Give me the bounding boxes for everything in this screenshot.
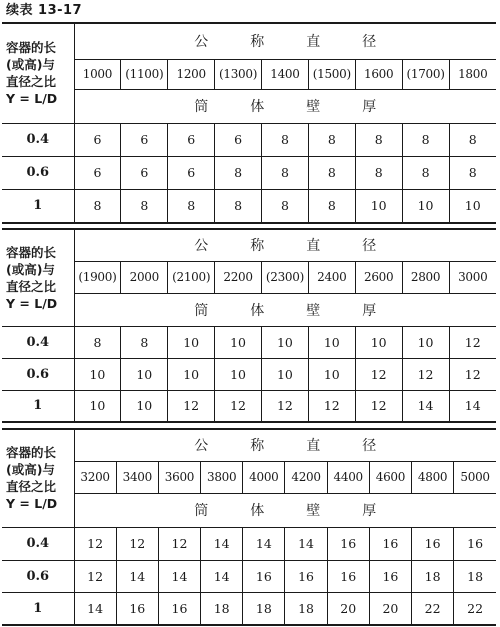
thickness-cell: 8 <box>449 156 496 189</box>
thickness-cell: 16 <box>327 527 369 560</box>
thickness-cell: 18 <box>412 560 454 592</box>
thickness-cell: 14 <box>449 390 496 422</box>
thickness-cell: 8 <box>215 156 262 189</box>
thickness-cell: 16 <box>327 560 369 592</box>
ratio-row-label: 1 <box>2 189 74 223</box>
thickness-cell: 12 <box>402 358 449 390</box>
thickness-cell: 12 <box>355 390 402 422</box>
diameter-cell: 2200 <box>215 261 262 293</box>
thickness-cell: 10 <box>74 390 121 422</box>
thickness-cell: 8 <box>121 326 168 358</box>
thickness-cell: 10 <box>215 326 262 358</box>
thickness-cell: 8 <box>74 326 121 358</box>
thickness-table-section-1 <box>2 22 496 224</box>
thickness-cell: 14 <box>158 560 200 592</box>
thickness-cell: 16 <box>243 560 285 592</box>
diameter-cell: (1700) <box>402 59 449 89</box>
thickness-table-section-3 <box>2 428 496 626</box>
diameter-cell: 1200 <box>168 59 215 89</box>
thickness-cell: 10 <box>215 358 262 390</box>
thickness-cell: 12 <box>262 390 309 422</box>
thickness-cell: 12 <box>355 358 402 390</box>
ratio-header: 容器的长 (或高)与 直径之比 Y = L/D <box>2 229 74 326</box>
diameter-cell: 2000 <box>121 261 168 293</box>
wall-thickness-header: 筒体壁厚 <box>74 493 496 527</box>
diameter-cell: 1000 <box>74 59 121 89</box>
thickness-cell: 6 <box>168 156 215 189</box>
thickness-cell: 10 <box>74 358 121 390</box>
thickness-cell: 22 <box>412 592 454 625</box>
thickness-cell: 8 <box>355 156 402 189</box>
thickness-cell: 8 <box>355 123 402 156</box>
thickness-cell: 16 <box>412 527 454 560</box>
thickness-cell: 6 <box>215 123 262 156</box>
thickness-cell: 10 <box>402 189 449 223</box>
diameter-cell: 3400 <box>116 461 158 493</box>
thickness-cell: 10 <box>402 326 449 358</box>
ratio-header: 容器的长 (或高)与 直径之比 Y = L/D <box>2 429 74 527</box>
wall-thickness-header: 筒体壁厚 <box>74 293 496 326</box>
thickness-cell: 8 <box>308 156 355 189</box>
thickness-cell: 16 <box>454 527 496 560</box>
diameter-cell: 3200 <box>74 461 116 493</box>
diameter-cell: 4200 <box>285 461 327 493</box>
thickness-cell: 14 <box>402 390 449 422</box>
thickness-cell: 14 <box>201 527 243 560</box>
thickness-cell: 12 <box>74 560 116 592</box>
thickness-cell: 6 <box>168 123 215 156</box>
thickness-cell: 10 <box>168 326 215 358</box>
thickness-cell: 8 <box>262 156 309 189</box>
thickness-cell: 6 <box>74 123 121 156</box>
thickness-cell: 8 <box>449 123 496 156</box>
diameter-cell: 1400 <box>262 59 309 89</box>
thickness-cell: 8 <box>308 189 355 223</box>
ratio-row-label: 0.4 <box>2 123 74 156</box>
thickness-cell: 12 <box>308 390 355 422</box>
diameter-cell: 4000 <box>243 461 285 493</box>
thickness-cell: 8 <box>168 189 215 223</box>
diameter-cell: (1500) <box>308 59 355 89</box>
ratio-header: 容器的长 (或高)与 直径之比 Y = L/D <box>2 23 74 123</box>
thickness-cell: 14 <box>243 527 285 560</box>
wall-thickness-header: 筒体壁厚 <box>74 89 496 123</box>
diameter-cell: 3800 <box>201 461 243 493</box>
thickness-cell: 6 <box>121 123 168 156</box>
ratio-row-label: 0.6 <box>2 358 74 390</box>
thickness-cell: 10 <box>121 358 168 390</box>
thickness-cell: 10 <box>355 189 402 223</box>
thickness-cell: 8 <box>215 189 262 223</box>
ratio-row-label: 0.6 <box>2 560 74 592</box>
thickness-cell: 12 <box>449 326 496 358</box>
ratio-row-label: 1 <box>2 390 74 422</box>
thickness-cell: 10 <box>308 326 355 358</box>
thickness-cell: 8 <box>121 189 168 223</box>
thickness-cell: 20 <box>369 592 411 625</box>
thickness-cell: 16 <box>369 527 411 560</box>
thickness-cell: 14 <box>74 592 116 625</box>
nominal-diameter-header: 公称直径 <box>74 429 496 461</box>
thickness-cell: 12 <box>168 390 215 422</box>
thickness-cell: 14 <box>285 527 327 560</box>
diameter-cell: 2600 <box>355 261 402 293</box>
diameter-cell: 3000 <box>449 261 496 293</box>
thickness-cell: 22 <box>454 592 496 625</box>
diameter-cell: (1100) <box>121 59 168 89</box>
table-caption: 续表 13-17 <box>6 3 83 18</box>
nominal-diameter-header: 公称直径 <box>74 23 496 59</box>
thickness-cell: 12 <box>449 358 496 390</box>
diameter-cell: (1900) <box>74 261 121 293</box>
thickness-cell: 8 <box>74 189 121 223</box>
thickness-cell: 10 <box>262 358 309 390</box>
thickness-cell: 10 <box>168 358 215 390</box>
ratio-row-label: 0.4 <box>2 527 74 560</box>
thickness-cell: 18 <box>454 560 496 592</box>
thickness-cell: 10 <box>262 326 309 358</box>
thickness-cell: 12 <box>74 527 116 560</box>
diameter-cell: 4600 <box>369 461 411 493</box>
thickness-cell: 8 <box>402 156 449 189</box>
diameter-cell: 3600 <box>158 461 200 493</box>
thickness-cell: 16 <box>285 560 327 592</box>
thickness-cell: 14 <box>116 560 158 592</box>
thickness-cell: 10 <box>308 358 355 390</box>
thickness-cell: 16 <box>116 592 158 625</box>
diameter-cell: 2800 <box>402 261 449 293</box>
thickness-cell: 18 <box>243 592 285 625</box>
thickness-cell: 10 <box>449 189 496 223</box>
thickness-cell: 12 <box>158 527 200 560</box>
thickness-cell: 8 <box>402 123 449 156</box>
ratio-row-label: 1 <box>2 592 74 625</box>
thickness-cell: 12 <box>116 527 158 560</box>
thickness-cell: 16 <box>369 560 411 592</box>
thickness-cell: 10 <box>121 390 168 422</box>
diameter-cell: 1800 <box>449 59 496 89</box>
ratio-row-label: 0.4 <box>2 326 74 358</box>
diameter-cell: 1600 <box>355 59 402 89</box>
diameter-cell: (1300) <box>215 59 262 89</box>
thickness-cell: 16 <box>158 592 200 625</box>
thickness-table-section-2 <box>2 228 496 423</box>
nominal-diameter-header: 公称直径 <box>74 229 496 261</box>
thickness-cell: 10 <box>355 326 402 358</box>
thickness-cell: 14 <box>201 560 243 592</box>
thickness-cell: 8 <box>262 123 309 156</box>
diameter-cell: (2100) <box>168 261 215 293</box>
diameter-cell: 4800 <box>412 461 454 493</box>
ratio-row-label: 0.6 <box>2 156 74 189</box>
diameter-cell: (2300) <box>262 261 309 293</box>
diameter-cell: 4400 <box>327 461 369 493</box>
thickness-cell: 18 <box>201 592 243 625</box>
thickness-cell: 8 <box>308 123 355 156</box>
thickness-cell: 6 <box>74 156 121 189</box>
thickness-cell: 18 <box>285 592 327 625</box>
thickness-cell: 12 <box>215 390 262 422</box>
thickness-cell: 20 <box>327 592 369 625</box>
thickness-cell: 6 <box>121 156 168 189</box>
diameter-cell: 2400 <box>308 261 355 293</box>
thickness-cell: 8 <box>262 189 309 223</box>
diameter-cell: 5000 <box>454 461 496 493</box>
